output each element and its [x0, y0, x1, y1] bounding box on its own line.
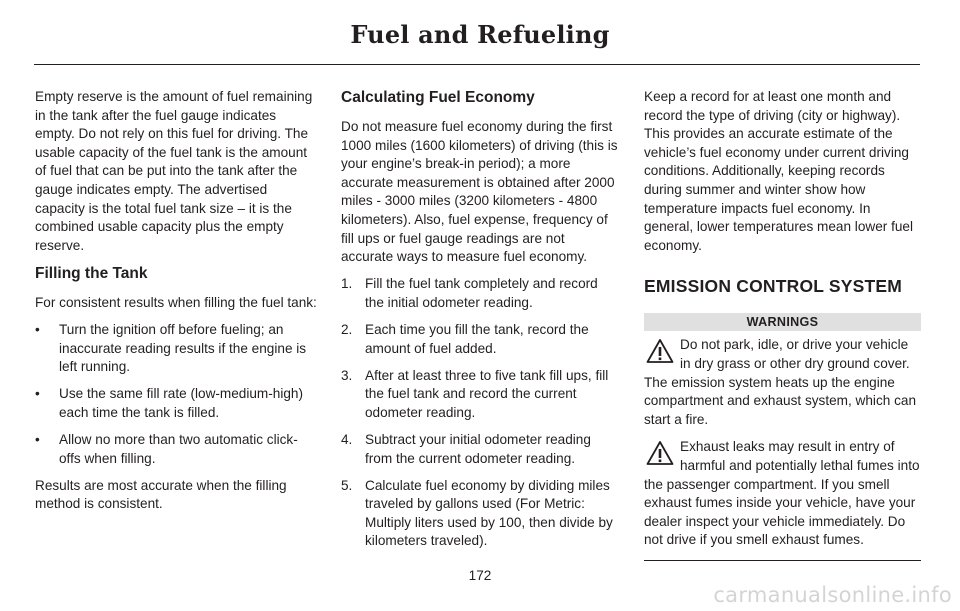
- list-item: [35, 385, 317, 422]
- results-paragraph: Results are most accurate when the filling method is consistent.: [35, 477, 287, 512]
- list-item-text: Allow no more than two automatic click-offs when filling.: [59, 431, 298, 466]
- warning-item: [644, 438, 921, 550]
- step-text: Calculate fuel economy by dividing miles traveled by gallons used (For Metric: Multiply liters used by 100, then divide by kilometers traveled).: [365, 477, 613, 549]
- bullet-marker: •: [35, 386, 40, 402]
- list-item: [35, 321, 317, 377]
- step-number: 5.: [341, 477, 353, 493]
- list-item: [341, 431, 619, 468]
- list-item: [341, 477, 619, 551]
- step-text: Each time you fill the tank, record the amount of fuel added.: [365, 321, 589, 356]
- filling-intro-paragraph: For consistent results when filling the fuel tank:: [35, 294, 317, 310]
- emission-control-heading: EMISSION CONTROL SYSTEM: [644, 276, 903, 297]
- warning-item: [644, 336, 921, 429]
- warnings-banner: WARNINGS: [644, 313, 921, 331]
- step-number: 4.: [341, 431, 353, 447]
- step-text: After at least three to five tank fill ups, fill the fuel tank and record the current odometer reading.: [365, 367, 609, 420]
- page-title: Fuel and Refueling: [350, 20, 610, 49]
- warning-text: Do not park, idle, or drive your vehicle in dry grass or other dry ground cover. The emission system heats up the engine compartment and exhaust system, which can start a fire.: [644, 337, 917, 427]
- list-item-text: Use the same fill rate (low-medium-high) each time the tank is filled.: [59, 386, 304, 420]
- column-2: [341, 88, 619, 559]
- record-keeping-paragraph: Keep a record for at least one month and record the type of driving (city or highway). This provides an accurate estimate of the vehicle’s fuel economy under current driving conditions. Additionally, keeping records during summer and winter show how temperature impacts fuel economy. In general, lower temperatures mean lower fuel economy.: [644, 89, 913, 253]
- watermark: carmanualsonline.info: [713, 583, 952, 607]
- filling-the-tank-heading: Filling the Tank: [35, 264, 148, 282]
- column-3: [644, 88, 921, 561]
- step-number: 3.: [341, 367, 353, 383]
- bullet-marker: •: [35, 431, 40, 447]
- step-text: Fill the fuel tank completely and record the initial odometer reading.: [365, 276, 598, 310]
- calculating-fuel-economy-heading: Calculating Fuel Economy: [341, 89, 535, 106]
- warning-text: Exhaust leaks may result in entry of harmful and potentially lethal fumes into the passenger compartment. If you smell exhaust fumes inside your vehicle, have your dealer inspect your vehicle immediately. Do not drive if you smell exhaust fumes.: [644, 439, 920, 548]
- list-item: [341, 367, 619, 423]
- warnings-end-divider: [644, 560, 921, 561]
- step-text: Subtract your initial odometer reading from the current odometer reading.: [365, 431, 591, 466]
- page-number: 172: [468, 568, 492, 583]
- header-divider: [34, 64, 920, 65]
- column-1: [35, 88, 317, 522]
- filling-bullet-list: [35, 321, 317, 468]
- list-item-text: Turn the ignition off before fueling; an inaccurate reading results if the engine is left running.: [59, 321, 307, 375]
- fuel-economy-steps: [341, 275, 619, 551]
- bullet-marker: •: [35, 321, 40, 337]
- list-item: [341, 321, 619, 358]
- step-number: 2.: [341, 321, 353, 337]
- step-number: 1.: [341, 276, 353, 292]
- list-item: [35, 431, 317, 468]
- warning-triangle-icon: [646, 338, 674, 364]
- fuel-economy-intro-paragraph: Do not measure fuel economy during the first 1000 miles (1600 kilometers) of driving (this is your engine’s break-in period); a more accurate measurement is obtained after 2000 miles - 3000 miles (3200 kilometers - 4800 kilometers). Also, fuel expense, frequency of fill ups or fuel gauge readings are not accurate ways to measure fuel economy.: [341, 119, 618, 265]
- empty-reserve-paragraph: Empty reserve is the amount of fuel remaining in the tank after the fuel gauge indicates empty. Do not rely on this fuel for driving. The usable capacity of the fuel tank is the amount of fuel that can be put into the tank after the gauge indicates empty. The advertised capacity is the total fuel tank size – it is the combined usable capacity plus the empty reserve.: [35, 89, 313, 253]
- warning-triangle-icon: [646, 440, 674, 466]
- list-item: [341, 275, 619, 312]
